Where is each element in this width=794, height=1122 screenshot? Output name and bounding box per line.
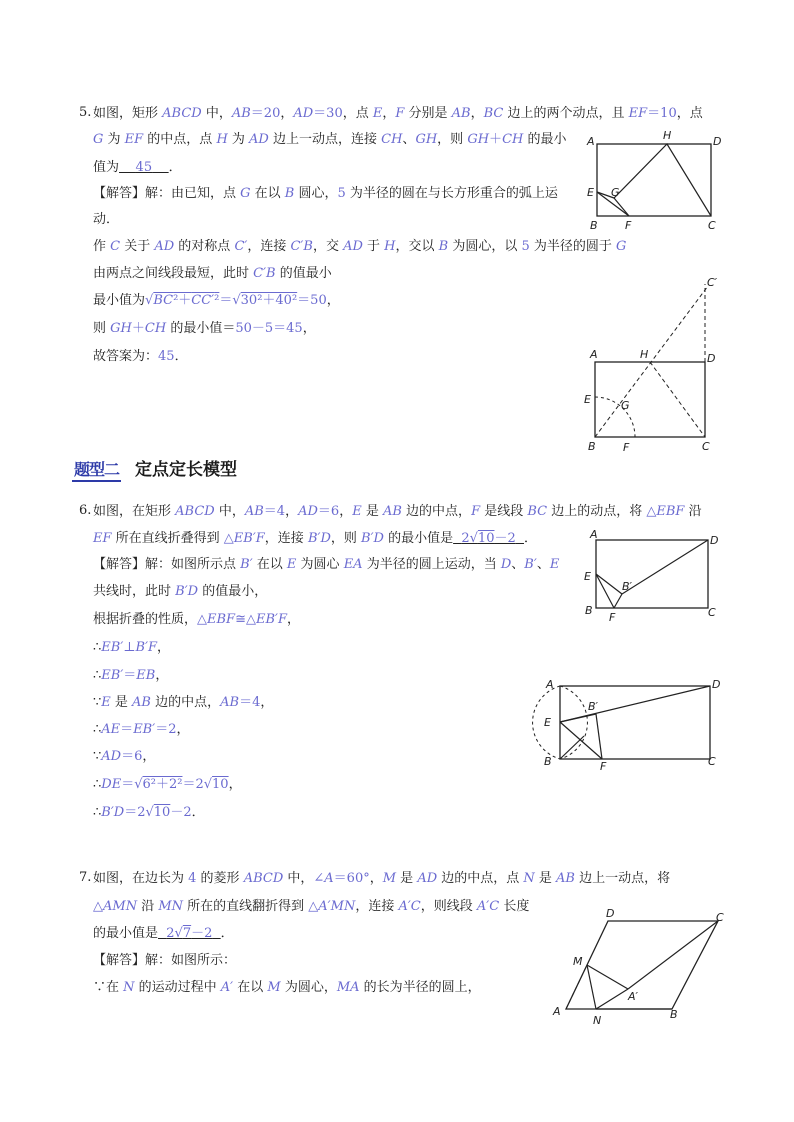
label-a: A — [553, 1005, 561, 1018]
label-b: B — [585, 604, 593, 617]
label-b: B — [590, 219, 598, 232]
label-f: F — [625, 219, 632, 232]
label-d: D — [606, 907, 615, 920]
figure-rect-abcd — [585, 128, 725, 236]
figure-reflection — [580, 270, 730, 458]
label-b-prime: B′ — [622, 580, 633, 593]
solution-text: ∴DE＝√6²＋2²＝2√10， — [93, 777, 242, 792]
solution-text: ∴EB′⊥B′F， — [93, 640, 171, 655]
label-e: E — [584, 570, 591, 583]
solution-text: ∵AD＝6， — [93, 749, 156, 764]
label-g: G — [621, 399, 630, 412]
label-a: A — [590, 528, 598, 541]
solution-text: 由两点之间线段最短，此时 C′B 的值最小 — [93, 266, 332, 281]
label-c: C — [708, 606, 716, 619]
solution-text: 【解答】解：如图所示： — [93, 953, 237, 968]
problem-text: 如图，在矩形 ABCD 中，AB＝4，AD＝6，E 是 AB 边的中点，F 是线段 BC 边上的动点，将 △EBF 沿 — [93, 504, 702, 519]
label-m: M — [573, 955, 583, 968]
problem-number: 6. — [79, 503, 92, 518]
section-badge: 题型二 — [72, 457, 121, 482]
problem-number: 5. — [79, 105, 92, 120]
label-d: D — [712, 678, 721, 691]
label-a-prime: A′ — [628, 990, 639, 1003]
label-a: A — [546, 678, 554, 691]
label-e: E — [587, 186, 594, 199]
label-g: G — [611, 186, 620, 199]
solution-text: 动． — [93, 212, 120, 227]
label-f: F — [609, 611, 616, 624]
problem-text: 如图，矩形 ABCD 中，AB＝20，AD＝30，点 E，F 分别是 AB，BC 边上的两个动点，且 EF＝10，点 — [93, 106, 703, 121]
solution-text: 最小值为√BC²＋CC′²＝√30²＋40²＝50， — [93, 293, 340, 308]
solution-text: 根据折叠的性质，△EBF≅△EB′F， — [93, 612, 301, 627]
label-c: C — [716, 911, 724, 924]
solution-text: 共线时，此时 B′D 的值最小， — [93, 584, 268, 599]
label-c: C — [708, 755, 716, 768]
answer-line: 值为 45 ． — [93, 160, 182, 175]
problem-text: 如图，在边长为 4 的菱形 ABCD 中，∠A＝60°，M 是 AD 边的中点，点 N 是 AB 边上一动点，将 — [93, 871, 671, 886]
label-f: F — [600, 760, 607, 772]
label-h: H — [640, 348, 649, 361]
solution-text: ∵E 是 AB 边的中点，AB＝4， — [93, 695, 274, 710]
problem-number: 7. — [79, 870, 92, 885]
solution-text: ∵在 N 的运动过程中 A′ 在以 M 为圆心，MA 的长为半径的圆上， — [93, 980, 481, 995]
label-d: D — [707, 352, 716, 365]
label-b: B — [670, 1008, 678, 1021]
problem-text: △AMN 沿 MN 所在的直线翻折得到 △A′MN，连接 A′C，则线段 A′C 长度 — [93, 899, 530, 914]
solution-text: 故答案为：45． — [93, 349, 188, 364]
label-a: A — [590, 348, 598, 361]
label-b-prime: B′ — [588, 700, 599, 713]
solution-text: 则 GH＋CH 的最小值＝50－5＝45， — [93, 321, 316, 336]
solution-text: ∴AE＝EB′＝2， — [93, 722, 190, 737]
answer-line: EF 所在直线折叠得到 △EB′F，连接 B′D，则 B′D 的最小值是 2√10－2 ． — [93, 531, 538, 546]
solution-text: 【解答】解：如图所示点 B′ 在以 E 为圆心 EA 为半径的圆上运动，当 D、B′、E — [93, 557, 560, 572]
problem-text: G 为 EF 的中点，点 H 为 AD 边上一动点，连接 CH、GH，则 GH＋CH 的最小 — [93, 132, 567, 147]
label-d: D — [710, 534, 719, 547]
solution-text: ∴B′D＝2√10－2． — [93, 805, 205, 820]
label-b: B — [588, 440, 596, 453]
label-n: N — [593, 1014, 602, 1027]
section-header — [72, 455, 237, 482]
label-f: F — [623, 441, 630, 454]
figure-fold-circle — [528, 672, 728, 772]
label-h: H — [663, 129, 672, 142]
label-e: E — [584, 393, 591, 406]
figure-rhombus — [548, 905, 728, 1030]
label-c: C — [708, 219, 716, 232]
label-a: A — [587, 135, 595, 148]
label-c: C — [702, 440, 710, 453]
solution-text: 作 C 关于 AD 的对称点 C′，连接 C′B，交 AD 于 H，交以 B 为圆心，以 5 为半径的圆于 G — [93, 239, 627, 254]
label-e: E — [544, 716, 551, 729]
label-d: D — [713, 135, 722, 148]
label-c-prime: C′ — [707, 276, 718, 289]
solution-text: ∴EB′＝EB， — [93, 668, 169, 683]
solution-text: 【解答】解：由已知，点 G 在以 B 圆心，5 为半径的圆在与长方形重合的弧上运 — [93, 186, 558, 201]
section-title: 定点定长模型 — [135, 460, 238, 480]
figure-fold — [578, 528, 728, 624]
answer-line: 的最小值是 2√7－2 ． — [93, 926, 234, 941]
label-b: B — [544, 755, 552, 768]
